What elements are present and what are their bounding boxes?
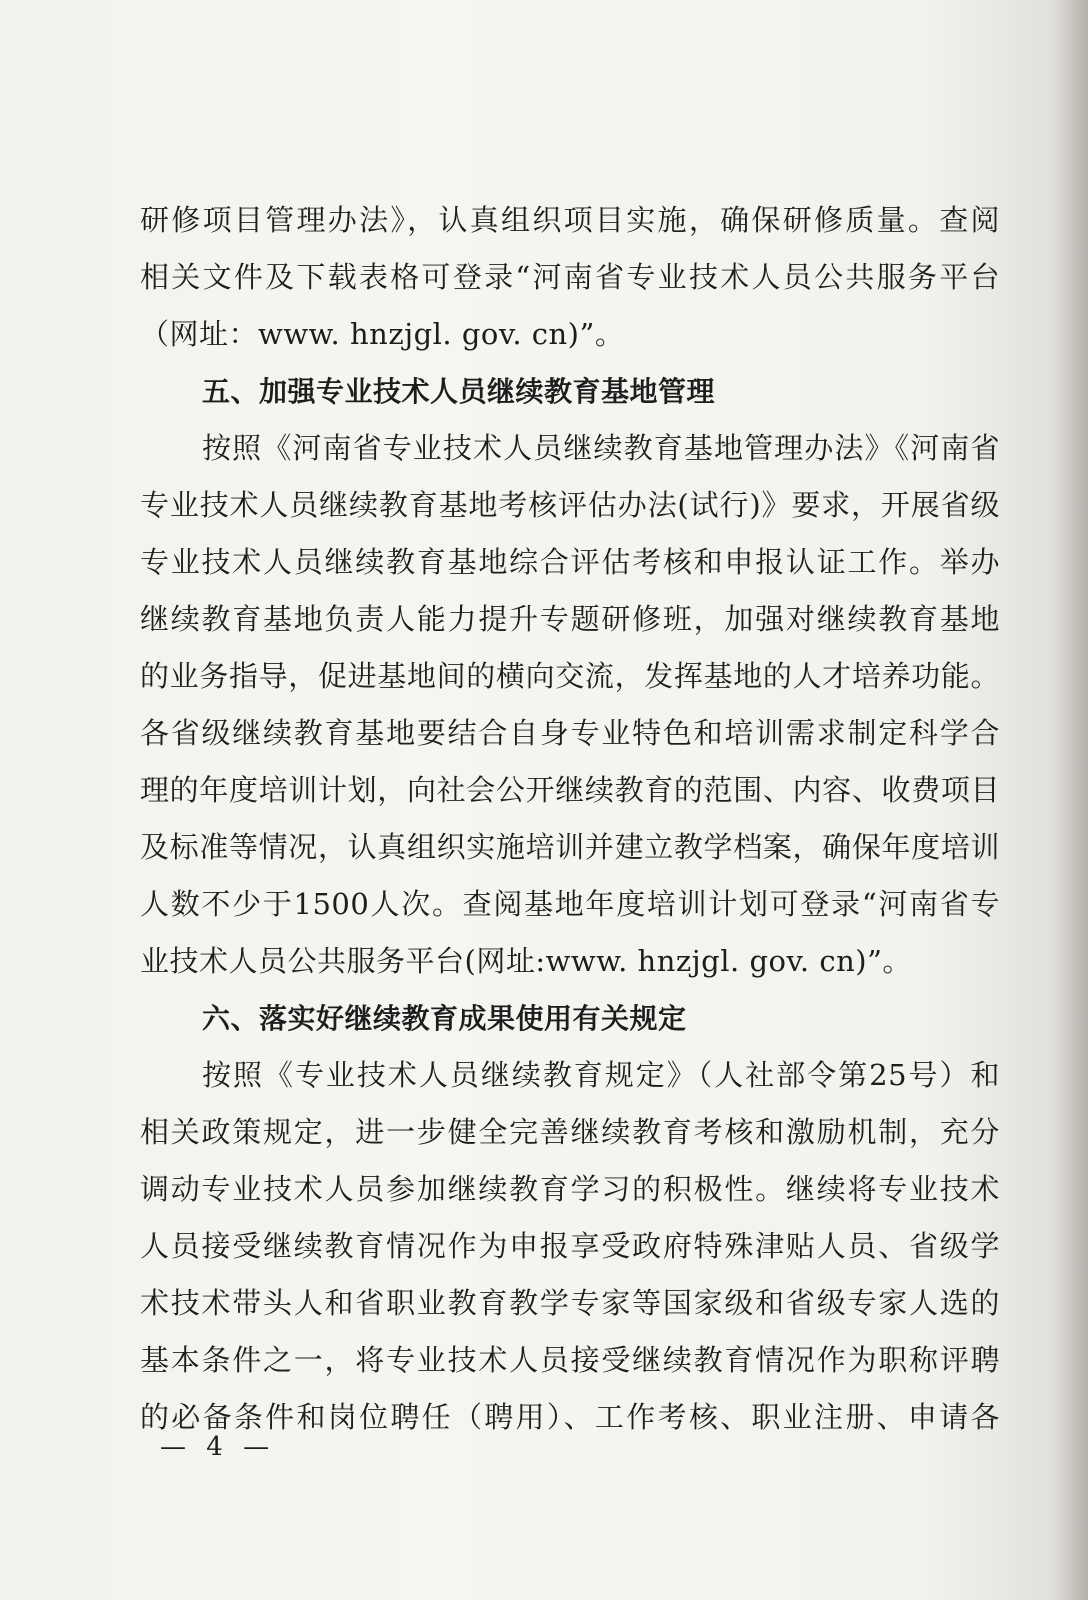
paragraph-start: 按照《专业技术人员继续教育规定》（人社部令第25号）和 (202, 1058, 1000, 1092)
body-line: 基本条件之一，将专业技术人员接受继续教育情况作为职称评聘 (140, 1343, 1000, 1377)
body-line: 专业技术人员继续教育基地考核评估办法(试行)》要求，开展省级 (140, 488, 1000, 522)
body-line: 术技术带头人和省职业教育教学专家等国家级和省级专家人选的 (140, 1286, 1000, 1320)
body-line: 的业务指导，促进基地间的横向交流，发挥基地的人才培养功能。 (140, 659, 1000, 693)
body-line: 相关政策规定，进一步健全完善继续教育考核和激励机制，充分 (140, 1115, 1000, 1149)
body-line: （网址：www. hnzjgl. gov. cn)”。 (140, 317, 625, 351)
body-line: 各省级继续教育基地要结合自身专业特色和培训需求制定科学合 (140, 716, 1000, 750)
body-line: 的必备条件和岗位聘任（聘用）、工作考核、职业注册、申请各 (140, 1400, 1000, 1434)
body-line: 调动专业技术人员参加继续教育学习的积极性。继续将专业技术 (140, 1172, 1000, 1206)
document-body (140, 192, 1000, 1446)
page-edge-shadow (1048, 0, 1088, 1600)
body-line: 研修项目管理办法》，认真组织项目实施，确保研修质量。查阅 (140, 203, 1000, 237)
body-line: 人员接受继续教育情况作为申报享受政府特殊津贴人员、省级学 (140, 1229, 1000, 1263)
section-heading-5: 五、加强专业技术人员继续教育基地管理 (202, 375, 716, 408)
paragraph-start: 按照《河南省专业技术人员继续教育基地管理办法》《河南省 (202, 431, 1000, 465)
body-line: 及标准等情况，认真组织实施培训并建立教学档案，确保年度培训 (140, 830, 1000, 864)
body-line: 继续教育基地负责人能力提升专题研修班，加强对继续教育基地 (140, 602, 1000, 636)
body-line: 相关文件及下载表格可登录“河南省专业技术人员公共服务平台 (140, 260, 1000, 294)
section-heading-6: 六、落实好继续教育成果使用有关规定 (202, 1002, 687, 1035)
body-line: 理的年度培训计划，向社会公开继续教育的范围、内容、收费项目 (140, 773, 1000, 807)
body-line: 业技术人员公共服务平台(网址:www. hnzjgl. gov. cn)”。 (140, 944, 912, 978)
page-number: — 4 — (160, 1432, 276, 1462)
body-line: 人数不少于1500人次。查阅基地年度培训计划可登录“河南省专 (140, 887, 1000, 921)
body-line: 专业技术人员继续教育基地综合评估考核和申报认证工作。举办 (140, 545, 1000, 579)
